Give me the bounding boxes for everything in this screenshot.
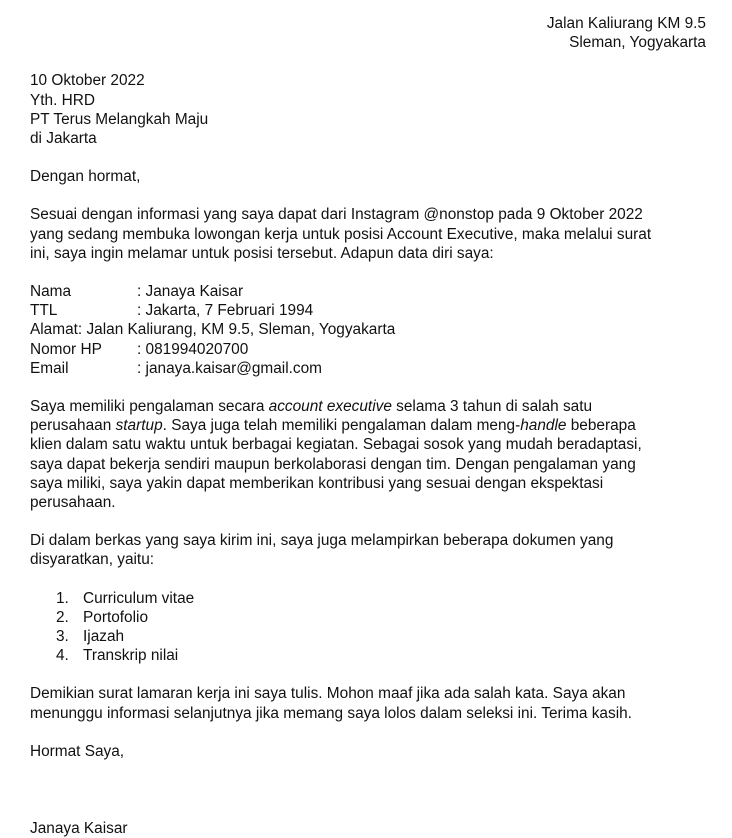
- data-row-birth: [30, 301, 710, 320]
- paragraph-line: ini, saya ingin melamar untuk posisi tersebut. Adapun data diri saya:: [30, 244, 494, 262]
- list-number: 1.: [56, 589, 69, 607]
- sender-address-line: Sleman, Yogyakarta: [569, 34, 706, 52]
- sender-address-line: Jalan Kaliurang KM 9.5: [546, 15, 706, 32]
- attachments-intro: [30, 531, 710, 569]
- italic-term: account executive: [268, 398, 392, 416]
- personal-data-table: [30, 282, 710, 378]
- paragraph-line: [30, 416, 710, 435]
- data-value: : Jalan Kaliurang, KM 9.5, Sleman, Yogyakarta: [77, 321, 396, 339]
- text-run: selama 3 tahun di salah satu: [391, 398, 593, 416]
- paragraph-line: Sesuai dengan informasi yang saya dapat dari Instagram @nonstop pada 9 Oktober 2022: [30, 206, 643, 224]
- signer-name: Janaya Kaisar: [30, 820, 128, 838]
- list-text: Transkrip nilai: [83, 647, 179, 665]
- list-text: Portofolio: [83, 608, 149, 626]
- list-item: [30, 627, 710, 646]
- list-number: 2.: [56, 608, 69, 626]
- intro-paragraph: [30, 205, 710, 263]
- greeting: Dengan hormat,: [30, 168, 141, 186]
- cover-letter: [30, 14, 710, 838]
- attachments-list: [30, 589, 710, 666]
- data-row-phone: [30, 340, 710, 359]
- paragraph-line: saya dapat bekerja sendiri maupun berkolaborasi dengan tim. Dengan pengalaman yang: [30, 455, 636, 473]
- data-value: : Jakarta, 7 Februari 1994: [137, 302, 314, 320]
- data-label: Email: [30, 359, 69, 377]
- data-row-address: [30, 320, 710, 339]
- data-label: Alamat: [30, 321, 78, 339]
- paragraph-line: klien dalam satu waktu untuk berbagai kegiatan. Sebagai sosok yang mudah beradaptasi,: [30, 436, 642, 454]
- text-run: beberapa: [566, 417, 636, 435]
- text-run: perusahaan: [30, 417, 116, 435]
- paragraph-line: menunggu informasi selanjutnya jika memang saya lolos dalam seleksi ini. Terima kasih.: [30, 704, 632, 722]
- data-row-email: [30, 359, 710, 378]
- recipient-city: di Jakarta: [30, 130, 97, 148]
- paragraph-line: disyaratkan, yaitu:: [30, 551, 155, 569]
- list-number: 4.: [56, 647, 69, 665]
- paragraph-line: yang sedang membuka lowongan kerja untuk posisi Account Executive, maka melalui surat: [30, 225, 652, 243]
- data-value: : Janaya Kaisar: [137, 283, 244, 301]
- closing-paragraph: [30, 684, 710, 722]
- signature-space: [30, 761, 710, 819]
- text-run: . Saya juga telah memiliki pengalaman dalam meng-: [162, 417, 521, 435]
- data-label: TTL: [30, 302, 58, 320]
- sign-off: Hormat Saya,: [30, 742, 125, 760]
- data-row-name: [30, 282, 710, 301]
- list-item: [30, 646, 710, 665]
- italic-term: startup: [115, 417, 163, 435]
- list-item: [30, 589, 710, 608]
- data-value: : 081994020700: [137, 340, 249, 358]
- paragraph-line: Demikian surat lamaran kerja ini saya tulis. Mohon maaf jika ada salah kata. Saya akan: [30, 685, 626, 703]
- list-text: Ijazah: [83, 628, 125, 646]
- data-label: Nomor HP: [30, 340, 102, 358]
- paragraph-line: perusahaan.: [30, 494, 116, 512]
- paragraph-line: saya miliki, saya yakin dapat memberikan kontribusi yang sesuai dengan ekspektasi: [30, 474, 604, 492]
- list-item: [30, 608, 710, 627]
- data-value: : janaya.kaisar@gmail.com: [137, 359, 322, 377]
- recipient-company: PT Terus Melangkah Maju: [30, 110, 209, 128]
- data-label: Nama: [30, 283, 72, 301]
- recipient-to: Yth. HRD: [30, 91, 95, 109]
- paragraph-line: Di dalam berkas yang saya kirim ini, saya juga melampirkan beberapa dokumen yang: [30, 532, 614, 550]
- list-text: Curriculum vitae: [83, 589, 195, 607]
- sender-address: [30, 14, 706, 52]
- experience-paragraph: [30, 397, 710, 512]
- list-number: 3.: [56, 628, 69, 646]
- text-run: Saya memiliki pengalaman secara: [30, 398, 269, 416]
- paragraph-line: [30, 397, 710, 416]
- italic-term: handle: [520, 417, 567, 435]
- letter-date: 10 Oktober 2022: [30, 72, 145, 90]
- recipient-block: [30, 71, 710, 148]
